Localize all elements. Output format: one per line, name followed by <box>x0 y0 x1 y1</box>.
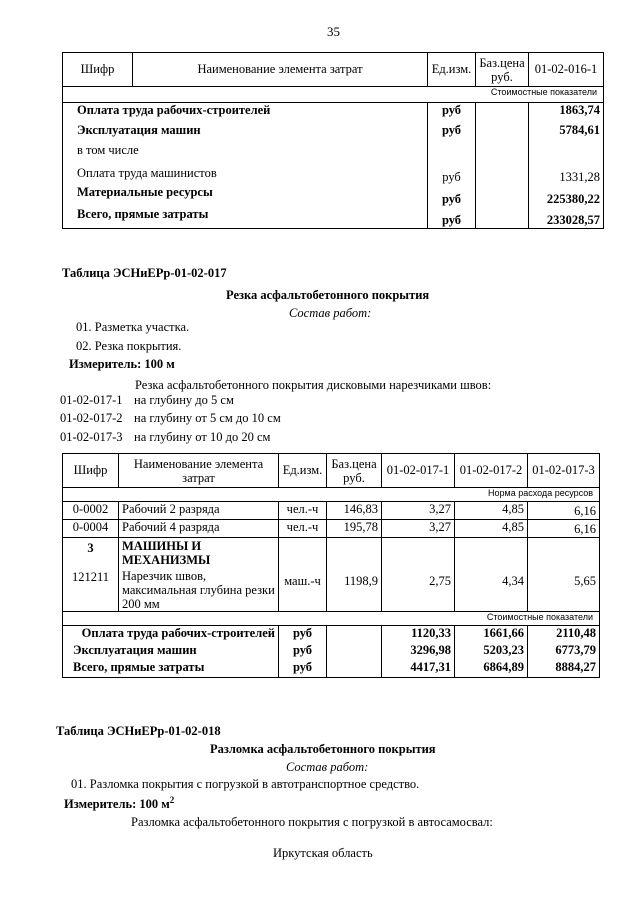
total-name: Эксплуатация машин <box>63 643 279 660</box>
total-name: Оплата труда рабочих-строителей <box>63 626 279 643</box>
total-v2: 6864,89 <box>455 660 528 678</box>
subheader-cost: Стоимостные показатели <box>63 87 604 103</box>
work-item: 01. Разломка покрытия с погрузкой в автотранспортное средство. <box>71 777 420 791</box>
row-name: в том числе <box>63 143 428 163</box>
row-value: 5784,61 <box>529 123 604 143</box>
total-name: Всего, прямые затраты <box>63 660 279 678</box>
machine-name: Нарезчик швов, максимальная глубина резки 200 мм <box>122 569 275 611</box>
worker-code: 0-0004 <box>63 520 119 538</box>
footer-region: Иркутская область <box>273 846 373 860</box>
row-unit: руб <box>428 185 476 207</box>
subheader-norm: Норма расхода ресурсов <box>63 488 600 502</box>
composition-label: Состав работ: <box>289 306 372 320</box>
item-code: 01-02-017-3 <box>60 430 123 444</box>
row-value: 225380,22 <box>529 185 604 207</box>
total-v1: 1120,33 <box>382 626 455 643</box>
row-base <box>476 207 529 229</box>
total-v3: 8884,27 <box>528 660 600 678</box>
machine-v1: 2,75 <box>382 538 455 612</box>
row-name: Всего, прямые затраты <box>63 207 428 229</box>
row-unit <box>428 143 476 163</box>
machines-group-title: МАШИНЫ И МЕХАНИЗМЫ <box>122 539 211 567</box>
item-code: 01-02-017-2 <box>60 411 123 425</box>
machine-code: 121211 <box>71 570 110 584</box>
total-v1: 4417,31 <box>382 660 455 678</box>
row-value <box>529 143 604 163</box>
row-name: Эксплуатация машин <box>63 123 428 143</box>
row-name: Оплата труда машинистов <box>63 163 428 185</box>
composition-label: Состав работ: <box>286 760 369 774</box>
total-base <box>327 643 382 660</box>
work-item: 02. Резка покрытия. <box>76 339 182 353</box>
worker-v2: 4,85 <box>455 502 528 520</box>
total-base <box>327 626 382 643</box>
cost-table-016 <box>62 52 604 229</box>
worker-v2: 4,85 <box>455 520 528 538</box>
worker-code: 0-0002 <box>63 502 119 520</box>
meter-superscript: 2 <box>169 795 175 805</box>
header-base-price: Баз.цена руб. <box>476 53 529 87</box>
item-text: на глубину от 5 см до 10 см <box>134 411 281 425</box>
machine-v2: 4,34 <box>455 538 528 612</box>
header-code: Шифр <box>63 53 133 87</box>
row-base <box>476 143 529 163</box>
row-unit: руб <box>428 163 476 185</box>
section-title: Разломка асфальтобетонного покрытия <box>210 742 436 756</box>
total-v2: 5203,23 <box>455 643 528 660</box>
row-value: 1863,74 <box>529 103 604 123</box>
table-label: Таблица ЭСНиЕРр-01-02-017 <box>62 266 227 280</box>
total-v1: 3296,98 <box>382 643 455 660</box>
description: Разломка асфальтобетонного покрытия с погрузкой в автосамосвал: <box>131 815 493 829</box>
resource-table-017 <box>62 453 600 678</box>
row-name: Материальные ресурсы <box>63 185 428 207</box>
header-code: Шифр <box>63 454 119 488</box>
row-value: 233028,57 <box>529 207 604 229</box>
row-base <box>476 185 529 207</box>
meter-text: Измеритель: 100 м <box>64 797 170 812</box>
worker-unit: чел.-ч <box>279 502 327 520</box>
worker-v1: 3,27 <box>382 502 455 520</box>
machine-unit: маш.-ч <box>279 538 327 612</box>
worker-unit: чел.-ч <box>279 520 327 538</box>
total-unit: руб <box>279 643 327 660</box>
machines-group-code: 3 <box>87 541 94 555</box>
worker-v1: 3,27 <box>382 520 455 538</box>
work-item: 01. Разметка участка. <box>76 320 190 334</box>
header-column-2: 01-02-017-2 <box>455 454 528 488</box>
section-title: Резка асфальтобетонного покрытия <box>226 288 430 302</box>
header-column-1: 01-02-017-1 <box>382 454 455 488</box>
header-base-price: Баз.цена руб. <box>327 454 382 488</box>
total-unit: руб <box>279 626 327 643</box>
row-value: 1331,28 <box>529 163 604 185</box>
description: Резка асфальтобетонного покрытия дисковыми нарезчиками швов: <box>135 378 492 392</box>
total-v3: 2110,48 <box>528 626 600 643</box>
row-base <box>476 103 529 123</box>
table-label: Таблица ЭСНиЕРр-01-02-018 <box>56 724 221 738</box>
row-base <box>476 123 529 143</box>
header-unit: Ед.изм. <box>279 454 327 488</box>
row-unit: руб <box>428 123 476 143</box>
row-name: Оплата труда рабочих-строителей <box>63 103 428 123</box>
meter-label: Измеритель: 100 м <box>69 357 175 371</box>
row-unit: руб <box>428 103 476 123</box>
worker-name: Рабочий 2 разряда <box>119 502 279 520</box>
row-base <box>476 163 529 185</box>
machine-base: 1198,9 <box>327 538 382 612</box>
worker-v3: 6,16 <box>528 502 600 520</box>
total-base <box>327 660 382 678</box>
header-column: 01-02-016-1 <box>529 53 604 87</box>
item-code: 01-02-017-1 <box>60 393 123 407</box>
total-unit: руб <box>279 660 327 678</box>
total-v2: 1661,66 <box>455 626 528 643</box>
worker-base: 146,83 <box>327 502 382 520</box>
machine-v3: 5,65 <box>528 538 600 612</box>
item-text: на глубину до 5 см <box>134 393 234 407</box>
header-column-3: 01-02-017-3 <box>528 454 600 488</box>
worker-v3: 6,16 <box>528 520 600 538</box>
machines-codes <box>63 538 119 612</box>
worker-base: 195,78 <box>327 520 382 538</box>
meter-label <box>64 795 174 812</box>
header-name: Наименование элемента затрат <box>133 53 428 87</box>
header-name: Наименование элемента затрат <box>119 454 279 488</box>
subheader-cost: Стоимостные показатели <box>63 612 600 626</box>
machines-names <box>119 538 279 612</box>
total-v3: 6773,79 <box>528 643 600 660</box>
item-text: на глубину от 10 до 20 см <box>134 430 271 444</box>
worker-name: Рабочий 4 разряда <box>119 520 279 538</box>
page-number: 35 <box>327 24 340 39</box>
header-unit: Ед.изм. <box>428 53 476 87</box>
row-unit: руб <box>428 207 476 229</box>
